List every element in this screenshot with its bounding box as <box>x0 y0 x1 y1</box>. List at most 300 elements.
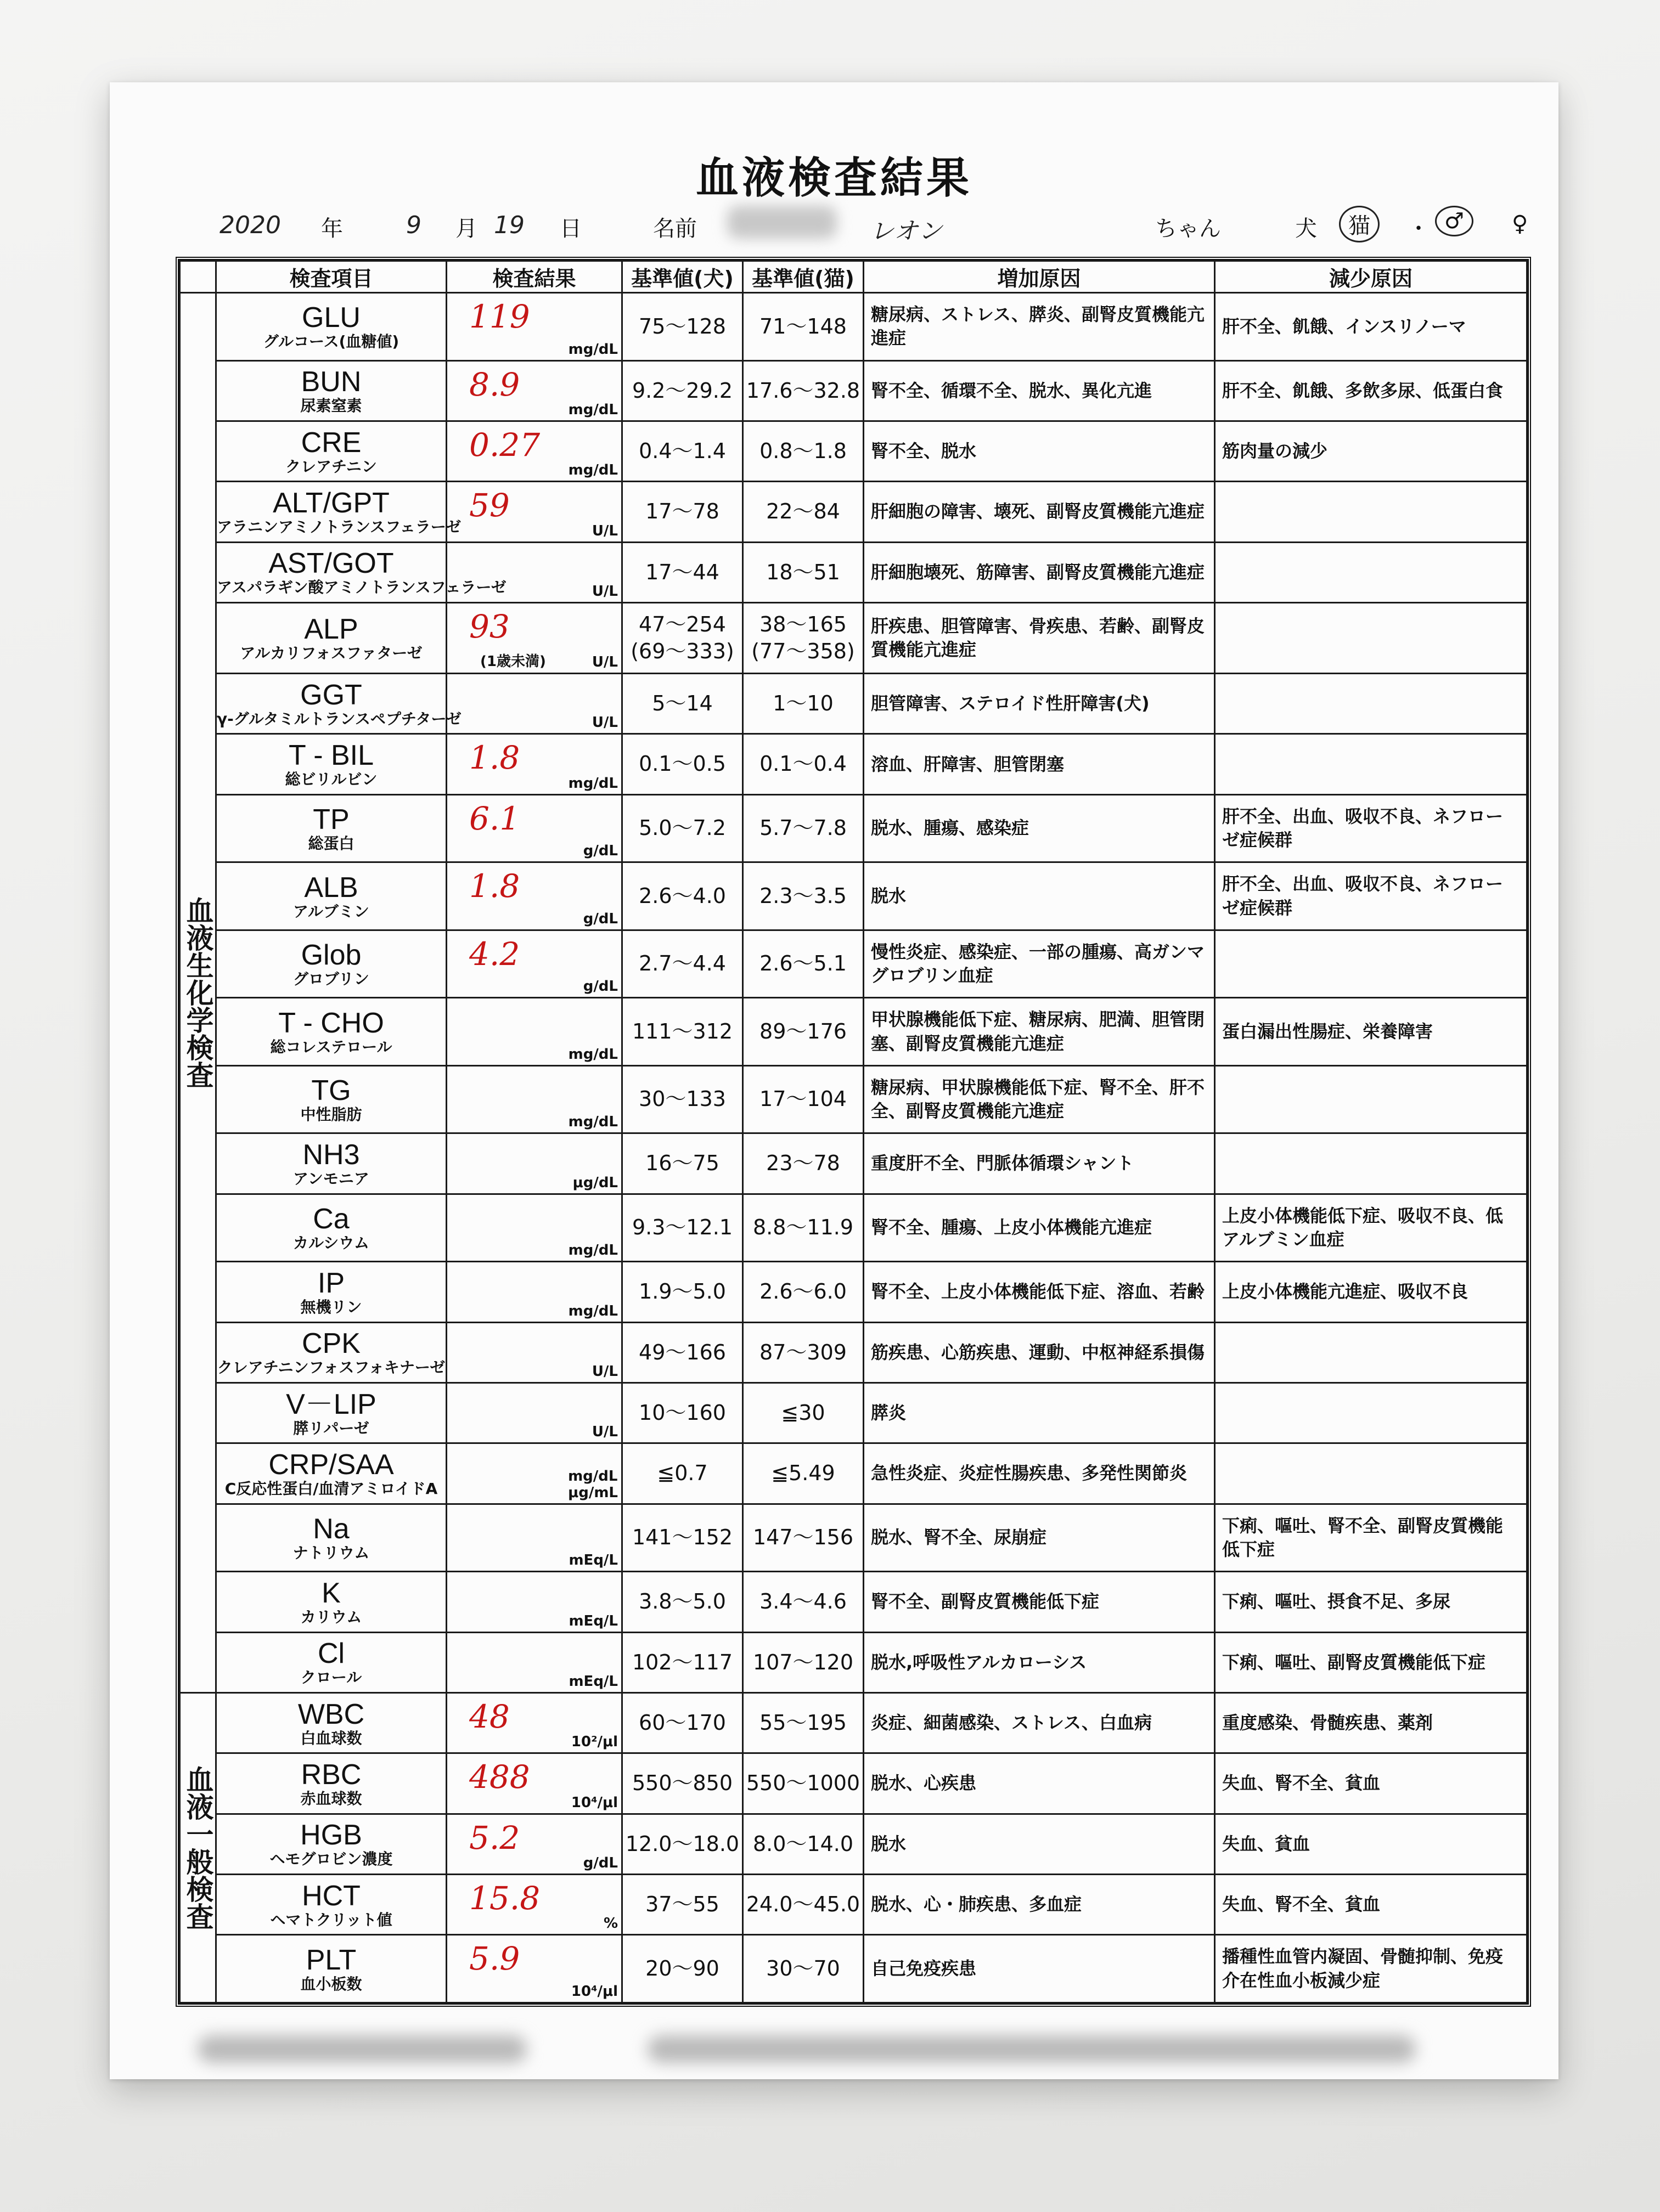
result-cell <box>447 482 622 542</box>
decrease-causes <box>1215 1322 1527 1383</box>
test-item-cell <box>216 1194 447 1262</box>
test-item-cell <box>216 794 447 862</box>
reference-cat: 147～156 <box>743 1504 864 1572</box>
test-item-cell <box>216 674 462 734</box>
column-header: 減少原因 <box>1215 261 1527 293</box>
test-code: Ca <box>313 1203 350 1235</box>
result-cell <box>447 1692 622 1753</box>
result-cell <box>447 1133 622 1194</box>
decrease-causes: 失血、貧血 <box>1215 1814 1527 1874</box>
test-name-jp: アンモニア <box>293 1170 369 1188</box>
result-cell <box>447 1194 622 1262</box>
reference-dog: 1.9～5.0 <box>622 1262 743 1322</box>
species-cat-circled: 猫 <box>1339 206 1380 242</box>
reference-cat: 22～84 <box>743 482 864 542</box>
increase-causes: 脱水、腫瘍、感染症 <box>864 794 1215 862</box>
reference-cat: 8.0～14.0 <box>743 1814 864 1874</box>
result-value: 0.27 <box>469 426 541 464</box>
increase-causes: 自己免疫疾患 <box>864 1935 1215 2003</box>
table-row <box>180 674 1527 734</box>
result-cell <box>447 1935 622 2003</box>
result-cell <box>447 1322 622 1383</box>
table-row <box>180 1443 1527 1504</box>
increase-causes: 急性炎症、炎症性腸疾患、多発性関節炎 <box>864 1443 1215 1504</box>
test-name-jp: ナトリウム <box>292 1543 370 1562</box>
section-label: 血液生化学検査 <box>180 293 216 1693</box>
day-value: 19 <box>494 211 525 239</box>
result-cell <box>447 1814 622 1874</box>
reference-dog: 37～55 <box>622 1874 743 1934</box>
pet-name: レオン <box>870 217 942 245</box>
table-row <box>180 293 1527 361</box>
decrease-causes <box>1215 542 1527 602</box>
increase-causes: 糖尿病、ストレス、膵炎、副腎皮質機能亢進症 <box>864 293 1215 361</box>
reference-dog: 10～160 <box>622 1383 743 1443</box>
column-header: 検査項目 <box>216 261 447 293</box>
table-body <box>180 293 1527 2003</box>
table-row <box>180 930 1527 998</box>
report-title: 血液検査結果 <box>695 154 972 203</box>
test-code: TG <box>311 1075 351 1107</box>
table-row <box>180 794 1527 862</box>
reference-cat: 17～104 <box>743 1065 864 1133</box>
reference-cat: 55～195 <box>743 1692 864 1753</box>
result-unit: U/L <box>592 583 618 600</box>
test-code: T - BIL <box>288 740 374 772</box>
result-unit: mg/dL μg/mL <box>568 1468 618 1501</box>
test-item-cell <box>216 602 447 673</box>
column-header: 増加原因 <box>864 261 1215 293</box>
test-item-cell <box>216 1322 447 1383</box>
reference-dog: 0.1～0.5 <box>622 734 743 794</box>
table-row <box>180 862 1527 930</box>
lab-report-sheet <box>110 82 1558 2079</box>
day-label: 日 <box>560 216 582 241</box>
reference-cat: 71～148 <box>743 293 864 361</box>
result-cell <box>447 1443 622 1504</box>
decrease-causes <box>1215 674 1527 734</box>
result-cell <box>447 1065 622 1133</box>
decrease-causes: 蛋白漏出性腸症、栄養障害 <box>1215 998 1527 1066</box>
test-item-cell <box>216 1814 447 1874</box>
table-row <box>180 602 1527 673</box>
test-name-jp: グルコース(血糖値) <box>263 332 399 351</box>
redacted-owner-name <box>727 206 837 239</box>
result-value: 93 <box>469 607 510 645</box>
table-row <box>180 482 1527 542</box>
test-name-jp: クロール <box>300 1668 362 1687</box>
table-row <box>180 998 1527 1066</box>
increase-causes: 腎不全、上皮小体機能低下症、溶血、若齢 <box>864 1262 1215 1322</box>
test-code: GLU <box>302 302 361 334</box>
test-name-jp: カルシウム <box>292 1233 370 1252</box>
reference-cat: ≦30 <box>743 1383 864 1443</box>
test-code: CRE <box>301 426 362 459</box>
table-row <box>180 1814 1527 1874</box>
result-unit: mg/dL <box>568 1046 618 1063</box>
section-header-blank <box>180 261 216 293</box>
result-unit: g/dL <box>583 978 618 995</box>
result-unit: mEq/L <box>569 1612 618 1629</box>
reference-dog: 3.8～5.0 <box>622 1572 743 1632</box>
reference-dog: 17～44 <box>622 542 743 602</box>
decrease-causes: 下痢、嘔吐、腎不全、副腎皮質機能低下症 <box>1215 1504 1527 1572</box>
increase-causes: 糖尿病、甲状腺機能低下症、腎不全、肝不全、副腎皮質機能亢進症 <box>864 1065 1215 1133</box>
result-value: 1.8 <box>469 739 520 777</box>
test-name-jp: クレアチニンフォスフォキナーゼ <box>217 1358 446 1377</box>
increase-causes: 腎不全、腫瘍、上皮小体機能亢進症 <box>864 1194 1215 1262</box>
reference-dog: 0.4～1.4 <box>622 421 743 481</box>
test-name-jp: アルブミン <box>293 902 369 921</box>
result-value: 5.2 <box>469 1819 520 1857</box>
test-code: WBC <box>297 1698 365 1730</box>
result-unit: U/L <box>592 1424 618 1441</box>
table-row <box>180 1692 1527 1753</box>
reference-cat: 2.3～3.5 <box>743 862 864 930</box>
reference-dog: 12.0～18.0 <box>622 1814 743 1874</box>
reference-dog: 30～133 <box>622 1065 743 1133</box>
test-name-jp: 膵リパーゼ <box>293 1419 369 1437</box>
table-row <box>180 734 1527 794</box>
test-item-cell <box>216 1133 447 1194</box>
reference-dog: 49～166 <box>622 1322 743 1383</box>
section-label: 血液一般検査 <box>180 1692 216 2002</box>
decrease-causes: 下痢、嘔吐、副腎皮質機能低下症 <box>1215 1632 1527 1692</box>
reference-dog: 550～850 <box>622 1753 743 1814</box>
increase-causes: 筋疾患、心筋疾患、運動、中枢神経系損傷 <box>864 1322 1215 1383</box>
reference-dog: 102～117 <box>622 1632 743 1692</box>
test-name-jp: 血小板数 <box>300 1974 362 1993</box>
test-name-jp: 白血球数 <box>300 1729 362 1747</box>
result-cell <box>447 862 622 930</box>
test-name-jp: アラニンアミノトランスフェラーゼ <box>217 517 462 536</box>
reference-dog: 2.6～4.0 <box>622 862 743 930</box>
test-code: NH3 <box>302 1139 360 1171</box>
test-code: TP <box>313 804 350 836</box>
result-unit: mg/dL <box>568 1242 618 1259</box>
increase-causes: 胆管障害、ステロイド性肝障害(犬) <box>864 674 1215 734</box>
test-name-jp: カリウム <box>300 1607 362 1626</box>
reference-cat: 2.6～5.1 <box>743 930 864 998</box>
reference-dog: 60～170 <box>622 1692 743 1753</box>
test-code: PLT <box>306 1944 357 1976</box>
test-item-cell <box>216 1443 447 1504</box>
increase-causes: 肝疾患、胆管障害、骨疾患、若齢、副腎皮質機能亢進症 <box>864 602 1215 673</box>
decrease-causes: 失血、腎不全、貧血 <box>1215 1753 1527 1814</box>
reference-cat: 550～1000 <box>743 1753 864 1814</box>
increase-causes: 脱水,呼吸性アルカローシス <box>864 1632 1215 1692</box>
test-code: IP <box>317 1267 345 1299</box>
increase-causes: 溶血、肝障害、胆管閉塞 <box>864 734 1215 794</box>
test-item-cell <box>216 482 462 542</box>
result-value: 59 <box>469 487 510 524</box>
increase-causes: 甲状腺機能低下症、糖尿病、肥満、胆管閉塞、副腎皮質機能亢進症 <box>864 998 1215 1066</box>
decrease-causes: 播種性血管内凝固、骨髄抑制、免疫介在性血小板減少症 <box>1215 1935 1527 2003</box>
table-row <box>180 1874 1527 1934</box>
increase-causes: 脱水 <box>864 1814 1215 1874</box>
test-item-cell <box>216 1753 447 1814</box>
result-value: 488 <box>469 1758 530 1796</box>
test-code: AST/GOT <box>268 548 394 580</box>
increase-causes: 腎不全、副腎皮質機能低下症 <box>864 1572 1215 1632</box>
decrease-causes <box>1215 482 1527 542</box>
test-item-cell <box>216 930 447 998</box>
increase-causes: 膵炎 <box>864 1383 1215 1443</box>
decrease-causes: 上皮小体機能亢進症、吸収不良 <box>1215 1262 1527 1322</box>
test-name-jp: アルカリフォスファターゼ <box>240 644 423 662</box>
decrease-causes <box>1215 1133 1527 1194</box>
reference-cat: 2.6～6.0 <box>743 1262 864 1322</box>
test-code: T - CHO <box>278 1007 384 1039</box>
result-unit: g/dL <box>583 1854 618 1871</box>
reference-cat: 30～70 <box>743 1935 864 2003</box>
test-name-jp: 尿素窒素 <box>300 397 362 415</box>
year-value: 2020 <box>220 211 281 239</box>
test-name-jp: 無機リン <box>300 1297 362 1316</box>
table-row <box>180 360 1527 421</box>
result-unit: mg/dL <box>568 1302 618 1319</box>
sex-female: ♀ <box>1512 211 1528 236</box>
result-unit: mg/dL <box>568 462 618 479</box>
result-unit: mg/dL <box>568 1114 618 1131</box>
result-cell <box>447 1262 622 1322</box>
test-item-cell <box>216 998 447 1066</box>
reference-cat: ≦5.49 <box>743 1443 864 1504</box>
test-name-jp: 総コレステロール <box>270 1037 392 1056</box>
sex-male-circled: ♂ <box>1435 206 1473 236</box>
decrease-causes <box>1215 930 1527 998</box>
test-item-cell <box>216 293 447 361</box>
result-cell <box>447 602 622 673</box>
reference-cat: 107～120 <box>743 1632 864 1692</box>
reference-cat: 24.0～45.0 <box>743 1874 864 1934</box>
reference-cat: 89～176 <box>743 998 864 1066</box>
result-cell <box>447 1572 622 1632</box>
table-row <box>180 1065 1527 1133</box>
reference-dog: 2.7～4.4 <box>622 930 743 998</box>
decrease-causes: 重度感染、骨髄疾患、薬剤 <box>1215 1692 1527 1753</box>
month-label: 月 <box>455 216 477 241</box>
result-unit: 10²/μl <box>571 1734 618 1751</box>
test-code: CPK <box>302 1328 361 1360</box>
test-item-cell <box>216 1874 447 1934</box>
result-unit: g/dL <box>583 910 618 927</box>
table-row <box>180 1133 1527 1194</box>
result-unit: mg/dL <box>568 775 618 792</box>
test-name-jp: アスパラギン酸アミノトランスフェラーゼ <box>217 578 507 597</box>
result-value: 119 <box>469 298 530 335</box>
increase-causes: 脱水、心・肺疾患、多血症 <box>864 1874 1215 1934</box>
name-label: 名前 <box>653 216 697 241</box>
report-header <box>220 206 1528 250</box>
test-code: HGB <box>300 1819 362 1852</box>
reference-cat: 3.4～4.6 <box>743 1572 864 1632</box>
test-name-jp: C反応性蛋白/血清アミロイドA <box>224 1479 438 1498</box>
table-row <box>180 421 1527 481</box>
reference-dog: 9.2～29.2 <box>622 360 743 421</box>
reference-dog: 5～14 <box>622 674 743 734</box>
redacted-footer <box>648 2035 1416 2063</box>
test-code: CRP/SAA <box>268 1448 394 1481</box>
reference-cat: 87～309 <box>743 1322 864 1383</box>
result-unit: g/dL <box>583 843 618 860</box>
test-name-jp: γ-グルタミルトランスペプチターゼ <box>217 709 462 728</box>
test-code: Glob <box>301 939 362 972</box>
test-item-cell <box>216 1692 447 1753</box>
result-unit: U/L <box>592 714 618 731</box>
test-code: GGT <box>300 679 362 711</box>
result-cell <box>447 674 622 734</box>
decrease-causes <box>1215 602 1527 673</box>
table-row <box>180 1572 1527 1632</box>
decrease-causes <box>1215 734 1527 794</box>
result-unit: mg/dL <box>568 401 618 418</box>
decrease-causes: 失血、腎不全、貧血 <box>1215 1874 1527 1934</box>
result-value: 6.1 <box>469 799 520 837</box>
reference-cat: 8.8～11.9 <box>743 1194 864 1262</box>
test-item-cell <box>216 1504 447 1572</box>
reference-cat: 17.6～32.8 <box>743 360 864 421</box>
increase-causes: 肝細胞の障害、壊死、副腎皮質機能亢進症 <box>864 482 1215 542</box>
test-item-cell <box>216 734 447 794</box>
result-cell <box>447 930 622 998</box>
table-row <box>180 1322 1527 1383</box>
result-value: 5.9 <box>469 1940 520 1978</box>
redacted-footer <box>198 2035 527 2063</box>
decrease-causes: 肝不全、飢餓、多飲多尿、低蛋白食 <box>1215 360 1527 421</box>
reference-dog: 47～254 (69～333) <box>622 602 743 673</box>
month-value: 9 <box>406 211 421 239</box>
test-item-cell <box>216 421 447 481</box>
test-item-cell <box>216 1572 447 1632</box>
test-code: Na <box>313 1513 350 1545</box>
test-name-jp: ヘマトクリット値 <box>270 1910 392 1929</box>
test-name-jp: ヘモグロビン濃度 <box>269 1850 393 1869</box>
test-name-jp: 総ビリルビン <box>285 770 378 789</box>
test-code: K <box>322 1577 341 1609</box>
result-value: 1.8 <box>469 867 520 905</box>
decrease-causes: 肝不全、出血、吸収不良、ネフローゼ症候群 <box>1215 794 1527 862</box>
reference-dog: 20～90 <box>622 1935 743 2003</box>
result-cell <box>447 794 622 862</box>
reference-dog: 111～312 <box>622 998 743 1066</box>
increase-causes: 腎不全、循環不全、脱水、異化亢進 <box>864 360 1215 421</box>
result-cell <box>447 1504 622 1572</box>
reference-cat: 1～10 <box>743 674 864 734</box>
result-unit: U/L <box>592 1363 618 1380</box>
reference-dog: 75～128 <box>622 293 743 361</box>
result-note: (1歳未満) <box>480 653 546 670</box>
reference-dog: 9.3～12.1 <box>622 1194 743 1262</box>
reference-cat: 0.1～0.4 <box>743 734 864 794</box>
reference-cat: 38～165 (77～358) <box>743 602 864 673</box>
result-value: 15.8 <box>469 1879 541 1917</box>
test-item-cell <box>216 1935 447 2003</box>
test-item-cell <box>216 360 447 421</box>
results-table-frame <box>176 257 1531 2007</box>
test-code: ALP <box>304 613 358 645</box>
result-cell <box>447 421 622 481</box>
reference-dog: 16～75 <box>622 1133 743 1194</box>
decrease-causes: 上皮小体機能低下症、吸収不良、低アルブミン血症 <box>1215 1194 1527 1262</box>
results-table <box>179 260 1528 2004</box>
reference-cat: 5.7～7.8 <box>743 794 864 862</box>
test-item-cell <box>216 1262 447 1322</box>
test-code: BUN <box>301 366 362 398</box>
test-item-cell <box>216 862 447 930</box>
test-code: Cl <box>317 1638 345 1670</box>
test-item-cell <box>216 542 507 602</box>
result-unit: U/L <box>592 522 618 539</box>
header-separator: ・ <box>1408 216 1430 241</box>
column-header: 基準値(犬) <box>622 261 743 293</box>
increase-causes: 脱水、心疾患 <box>864 1753 1215 1814</box>
species-dog: 犬 <box>1295 216 1317 241</box>
result-unit: mg/dL <box>568 341 618 358</box>
test-code: RBC <box>301 1758 362 1791</box>
increase-causes: 脱水、腎不全、尿崩症 <box>864 1504 1215 1572</box>
table-row <box>180 1935 1527 2003</box>
decrease-causes <box>1215 1065 1527 1133</box>
reference-dog: 17～78 <box>622 482 743 542</box>
increase-causes: 慢性炎症、感染症、一部の腫瘍、高ガンマグロブリン血症 <box>864 930 1215 998</box>
table-row <box>180 1194 1527 1262</box>
reference-dog: 141～152 <box>622 1504 743 1572</box>
increase-causes: 肝細胞壊死、筋障害、副腎皮質機能亢進症 <box>864 542 1215 602</box>
test-item-cell <box>216 1383 447 1443</box>
result-cell <box>447 1753 622 1814</box>
result-unit: 10⁴/μl <box>571 1794 618 1811</box>
test-item-cell <box>216 1632 447 1692</box>
table-row <box>180 542 1527 602</box>
table-row <box>180 1262 1527 1322</box>
table-row <box>180 1632 1527 1692</box>
result-cell <box>447 542 622 602</box>
test-name-jp: 中性脂肪 <box>300 1105 362 1124</box>
decrease-causes: 下痢、嘔吐、摂食不足、多尿 <box>1215 1572 1527 1632</box>
result-unit: U/L <box>592 654 618 671</box>
increase-causes: 腎不全、脱水 <box>864 421 1215 481</box>
increase-causes: 炎症、細菌感染、ストレス、白血病 <box>864 1692 1215 1753</box>
result-cell <box>447 1632 622 1692</box>
increase-causes: 脱水 <box>864 862 1215 930</box>
table-row <box>180 1383 1527 1443</box>
test-name-jp: 赤血球数 <box>300 1789 362 1808</box>
increase-causes: 重度肝不全、門脈体循環シャント <box>864 1133 1215 1194</box>
test-code: HCT <box>302 1880 361 1912</box>
result-value: 48 <box>469 1697 510 1735</box>
reference-cat: 18～51 <box>743 542 864 602</box>
column-header: 基準値(猫) <box>743 261 864 293</box>
test-code: ALT/GPT <box>273 487 390 519</box>
honorific-label: ちゃん <box>1155 216 1221 241</box>
result-cell <box>447 734 622 794</box>
decrease-causes: 肝不全、出血、吸収不良、ネフローゼ症候群 <box>1215 862 1527 930</box>
decrease-causes <box>1215 1383 1527 1443</box>
decrease-causes: 肝不全、飢餓、インスリノーマ <box>1215 293 1527 361</box>
result-cell <box>447 293 622 361</box>
reference-cat: 0.8～1.8 <box>743 421 864 481</box>
result-value: 4.2 <box>469 935 520 973</box>
test-code: ALB <box>304 871 358 904</box>
reference-dog: 5.0～7.2 <box>622 794 743 862</box>
test-name-jp: グロブリン <box>293 970 369 989</box>
result-cell <box>447 1383 622 1443</box>
test-name-jp: 総蛋白 <box>308 834 354 853</box>
column-header: 検査結果 <box>447 261 622 293</box>
table-row <box>180 1753 1527 1814</box>
decrease-causes <box>1215 1443 1527 1504</box>
